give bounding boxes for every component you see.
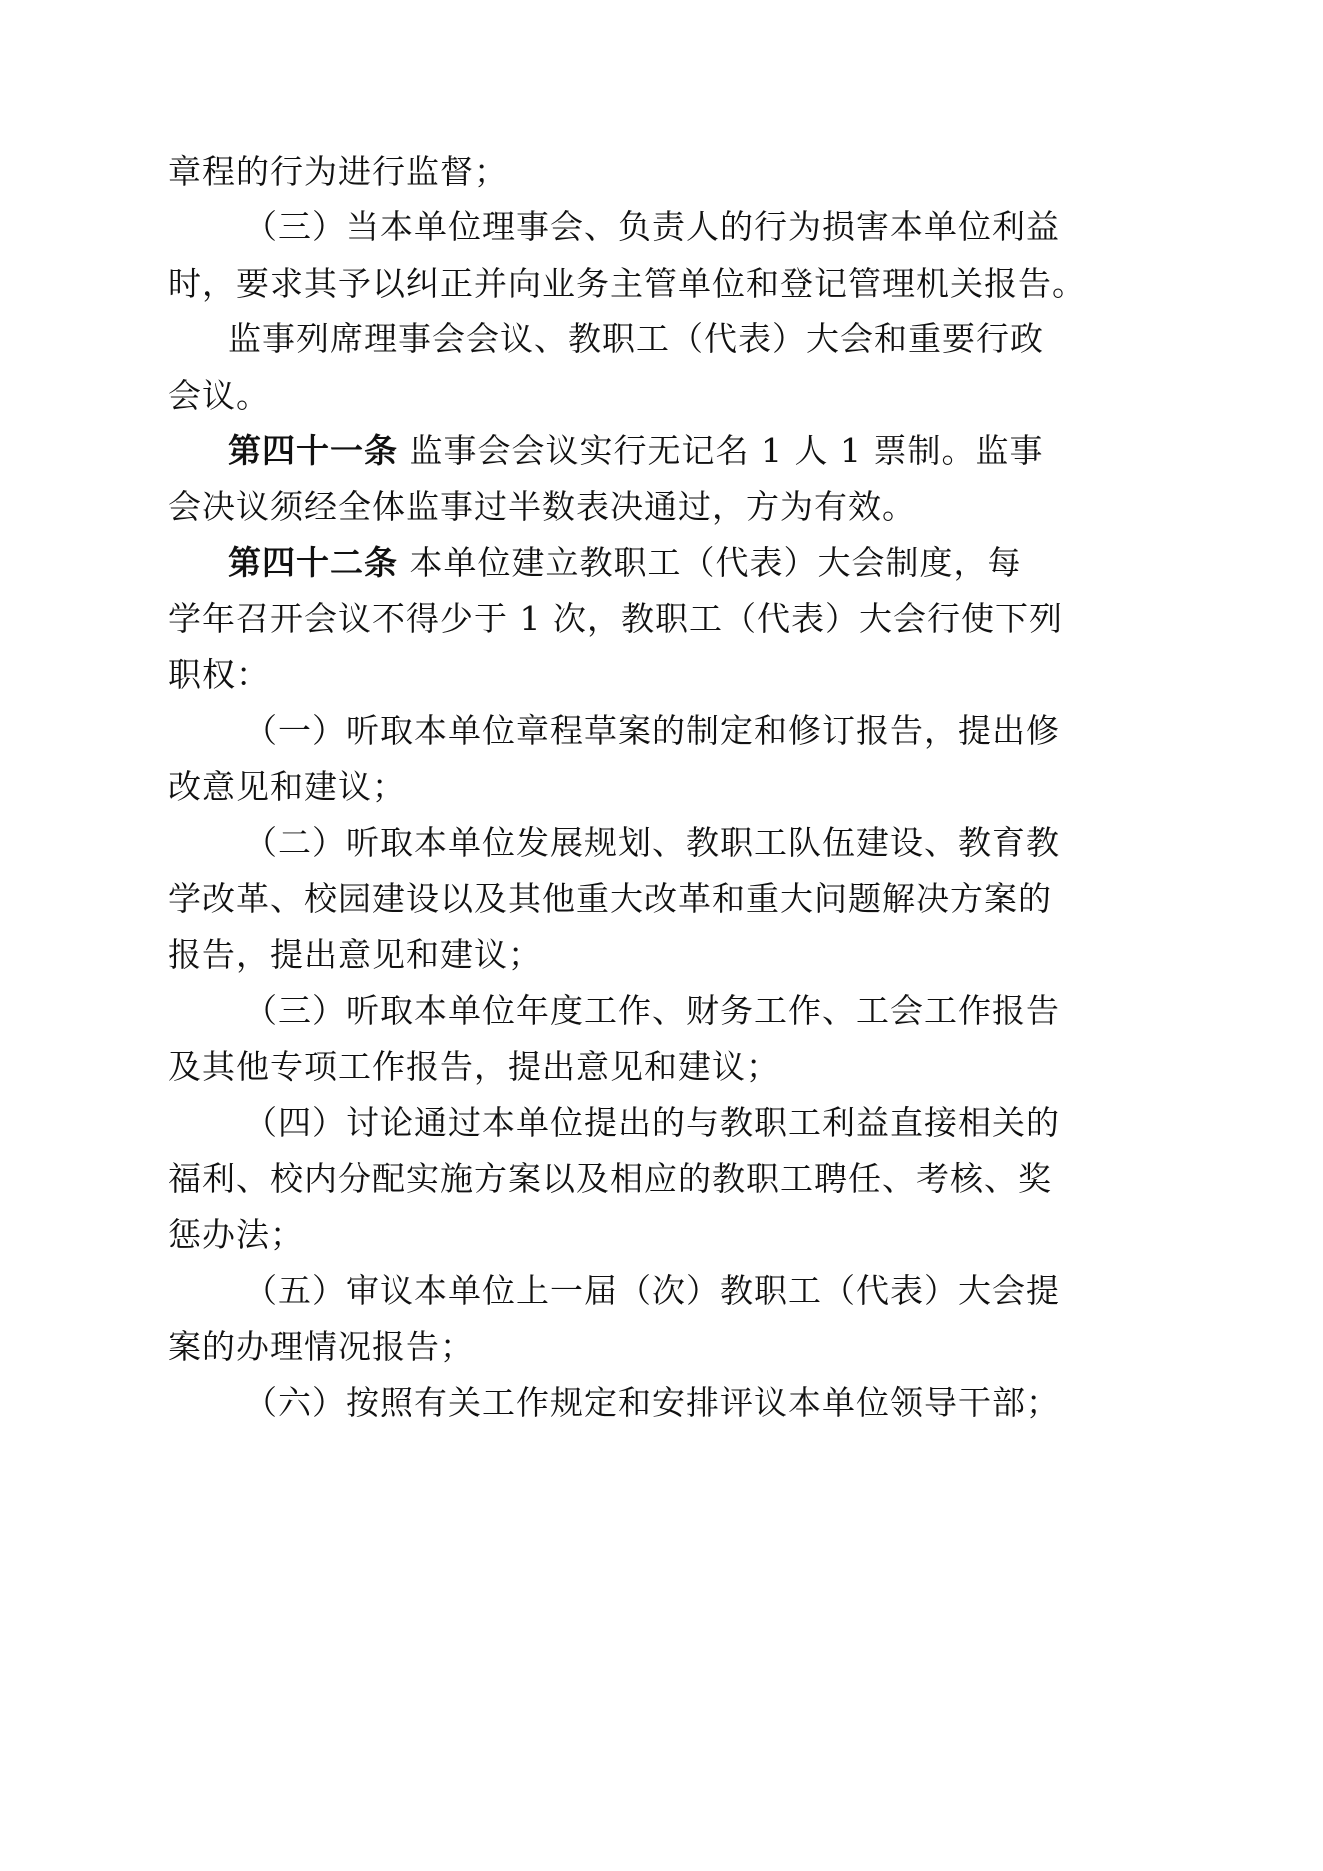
text-line: 时，要求其予以纠正并向业务主管单位和登记管理机关报告。: [168, 264, 1086, 303]
text-line: （五）审议本单位上一届（次）教职工（代表）大会提: [244, 1271, 1060, 1310]
article-42-line: [228, 543, 1323, 583]
text-line: 及其他专项工作报告，提出意见和建议；: [168, 1047, 780, 1086]
text-line: 改意见和建议；: [168, 767, 406, 806]
text-line: （二）听取本单位发展规划、教职工队伍建设、教育教: [244, 823, 1060, 862]
text-line: 学年召开会议不得少于 1 次，教职工（代表）大会行使下列: [168, 599, 1063, 638]
text-line: 报告，提出意见和建议；: [168, 935, 542, 974]
text-line: （六）按照有关工作规定和安排评议本单位领导干部；: [244, 1383, 1060, 1422]
text-line: （四）讨论通过本单位提出的与教职工利益直接相关的: [244, 1103, 1060, 1142]
article-heading: 第四十一条: [228, 431, 398, 470]
text-span: 本单位建立教职工（代表）大会制度，每: [398, 543, 1022, 582]
article-41-line: [228, 431, 1323, 471]
text-line: 会议。: [168, 376, 270, 415]
text-line: 福利、校内分配实施方案以及相应的教职工聘任、考核、奖: [168, 1159, 1052, 1198]
text-line: 案的办理情况报告；: [168, 1327, 474, 1366]
text-line: 职权：: [168, 655, 270, 694]
text-line: 监事列席理事会会议、教职工（代表）大会和重要行政: [228, 319, 1044, 358]
text-span: 监事会会议实行无记名 1 人 1 票制。监事: [398, 431, 1044, 470]
text-line: 学改革、校园建设以及其他重大改革和重大问题解决方案的: [168, 879, 1052, 918]
article-heading: 第四十二条: [228, 543, 398, 582]
text-line: （一）听取本单位章程草案的制定和修订报告，提出修: [244, 711, 1060, 750]
text-line: 惩办法；: [168, 1215, 304, 1254]
text-line: （三）当本单位理事会、负责人的行为损害本单位利益: [244, 207, 1060, 246]
text-line: 章程的行为进行监督；: [168, 152, 508, 191]
text-line: （三）听取本单位年度工作、财务工作、工会工作报告: [244, 991, 1060, 1030]
text-line: 会决议须经全体监事过半数表决通过，方为有效。: [168, 487, 916, 526]
